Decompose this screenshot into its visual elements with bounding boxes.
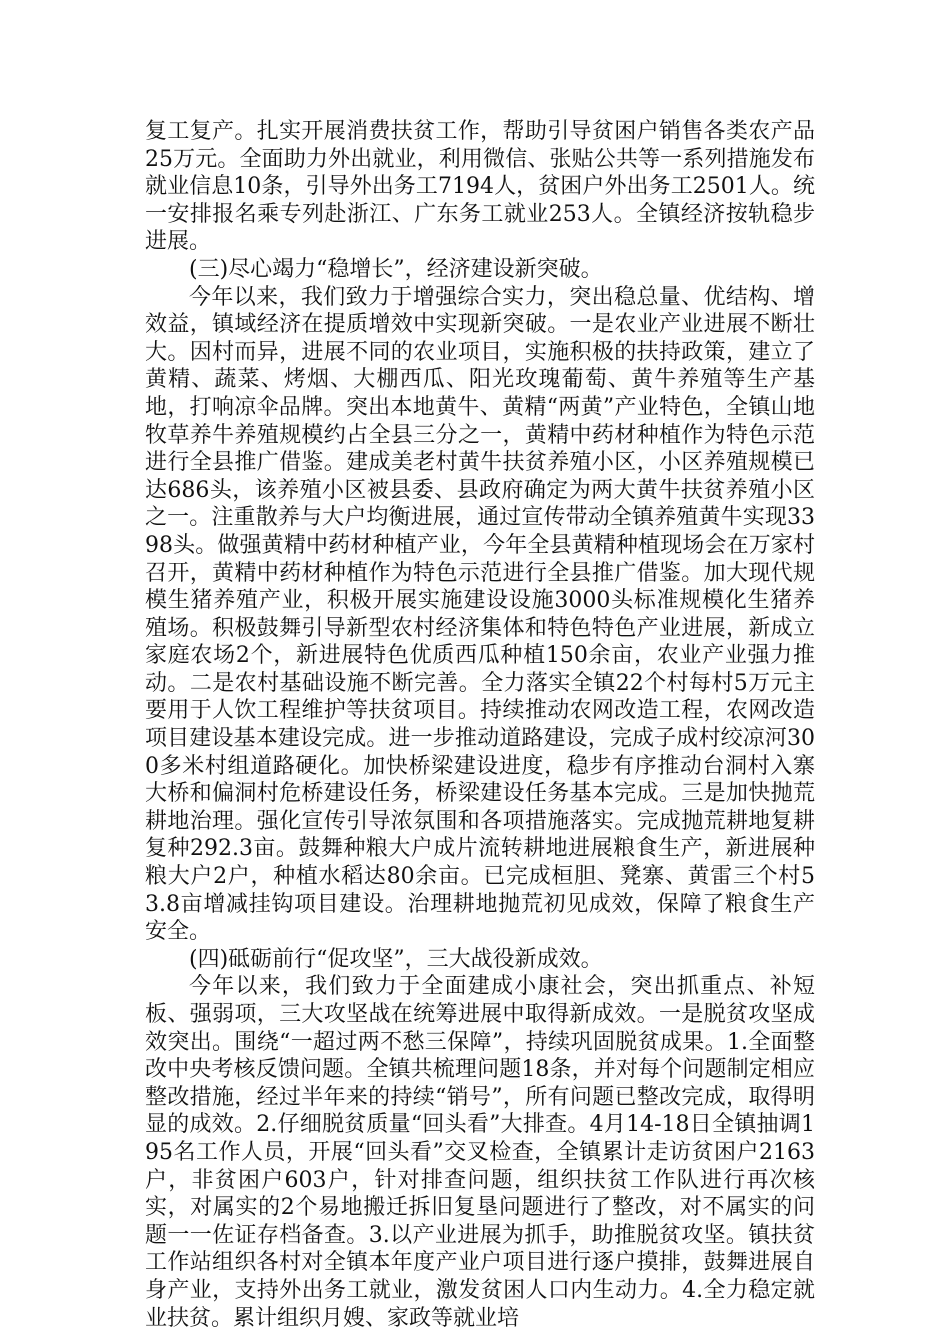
section-heading-3: (三)尽心竭力“稳增长”，经济建设新突破。 xyxy=(189,256,603,282)
paragraph-poverty-alleviation: 今年以来，我们致力于全面建成小康社会，突出抓重点、补短板、强弱项，三大攻坚战在统筹进展中取得新成效。一是脱贫攻坚成效突出。围绕“一超过两不愁三保障”，持续巩固脱贫成果。1.全面整改中央考核反馈问题。全镇共梳理问题18条，并对每个问题制定相应整改措施，经过半年来的持续“销号”，所有问题已整改完成，取得明显的成效。2.仔细脱贫质量“回头看”大排查。4月14-18日全镇抽调195名工作人员，开展“回头看”交叉检查，全镇累计走访贫困户2163户，非贫困户603户，针对排查问题，组织扶贫工作队进行再次核实，对属实的2个易地搬迁拆旧复垦问题进行了整改，对不属实的问题一一佐证存档备查。3.以产业进展为抓手，助推脱贫攻坚。镇扶贫工作站组织各村对全镇本年度产业户项目进行逐户摸排，鼓舞进展自身产业，支持外出务工就业，激发贫困人口内生动力。4.全力稳定就业扶贫。累计组织月嫂、家政等就业培 xyxy=(145,974,815,1331)
section-heading-4: (四)砥砺前行“促攻坚”，三大战役新成效。 xyxy=(189,946,603,972)
paragraph-employment-summary: 复工复产。扎实开展消费扶贫工作，帮助引导贫困户销售各类农产品25万元。全面助力外出就业，利用微信、张贴公共等一系列措施发布就业信息10条，引导外出务工7194人，贫困户外出务工2501人。统一安排报名乘专列赴浙江、广东务工就业253人。全镇经济按轨稳步进展。 xyxy=(145,119,815,255)
document-body xyxy=(145,118,815,1332)
paragraph-economic-growth: 今年以来，我们致力于增强综合实力，突出稳总量、优结构、增效益，镇域经济在提质增效中实现新突破。一是农业产业进展不断壮大。因村而异，进展不同的农业项目，实施积极的扶持政策，建立了黄精、蔬菜、烤烟、大棚西瓜、阳光玫瑰葡萄、黄牛养殖等生产基地，打响凉伞品牌。突出本地黄牛、黄精“两黄”产业特色，全镇山地牧草养牛养殖规模约占全县三分之一，黄精中药材种植作为特色示范进行全县推广借鉴。建成美老村黄牛扶贫养殖小区，小区养殖规模已达686头，该养殖小区被县委、县政府确定为两大黄牛扶贫养殖小区之一。注重散养与大户均衡进展，通过宣传带动全镇养殖黄牛实现3398头。做强黄精中药材种植产业，今年全县黄精种植现场会在万家村召开，黄精中药材种植作为特色示范进行全县推广借鉴。加大现代规模生猪养殖产业，积极开展实施建设设施3000头标准规模化生猪养殖场。积极鼓舞引导新型农村经济集体和特色特色产业进展，新成立家庭农场2个，新进展特色优质西瓜种植150余亩，农业产业强力推动。二是农村基础设施不断完善。全力落实全镇22个村每村5万元主要用于人饮工程维护等扶贫项目。持续推动农网改造工程，农网改造项目建设基本建设完成。进一步推动道路建设，完成子成村绞凉河300多米村组道路硬化。加快桥梁建设进度，稳步有序推动台洞村入寨大桥和偏洞村危桥建设任务，桥梁建设任务基本完成。三是加快抛荒耕地治理。强化宣传引导浓氛围和各项措施落实。完成抛荒耕地复耕复种292.3亩。鼓舞种粮大户成片流转耕地进展粮食生产，新进展种粮大户2户，种植水稻达80余亩。已完成桓胆、凳寨、黄雷三个村53.8亩增减挂钩项目建设。治理耕地抛荒初见成效，保障了粮食生产安全。 xyxy=(145,284,815,945)
